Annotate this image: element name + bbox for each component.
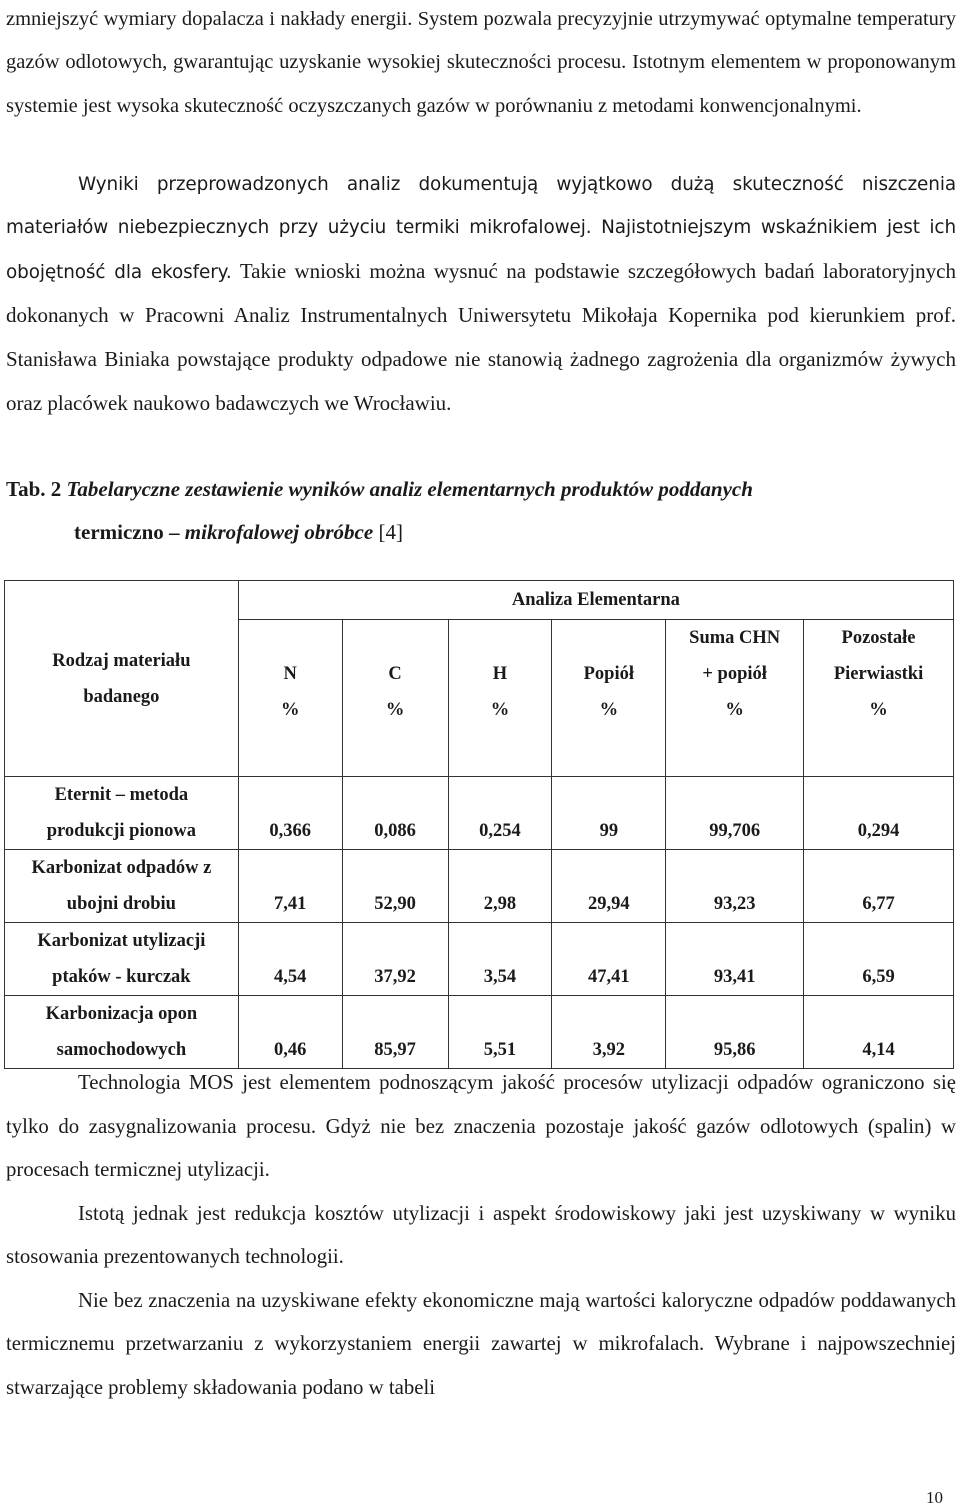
paragraph-results [6,163,956,427]
table-row [5,996,954,1069]
cell-value: 3,54 [448,923,552,996]
table-row [5,850,954,923]
header-col-c: C % [342,620,448,777]
cell-value: 95,86 [666,996,804,1069]
header-col-pozostale: Pozostałe Pierwiastki % [804,620,954,777]
cell-value: 37,92 [342,923,448,996]
cell-value: 29,94 [552,850,666,923]
cell-value: 93,23 [666,850,804,923]
paragraph-results-part-b: Takie wnioski można wysnuć na podstawie szczegółowych badań laboratoryjnych dokonanych w Pracowni Analiz Instrumentalnych Uniwersytetu Mikołaja Kopernika pod kierunkiem prof. Stanisława Biniaka powstające produkty odpadowe nie stanowią żadnego zagrożenia dla organizmów żywych oraz placówek naukowo badawczych we Wrocławiu. [6,258,956,416]
cell-value: 0,46 [238,996,342,1069]
table-header-row-group [5,581,954,620]
cell-value: 6,59 [804,923,954,996]
cell-value: 3,92 [552,996,666,1069]
cell-value: 47,41 [552,923,666,996]
cell-value: 0,294 [804,777,954,850]
cell-value: 4,54 [238,923,342,996]
header-material-line2: badanego [83,686,160,707]
header-col-h: H % [448,620,552,777]
elemental-analysis-table [4,580,954,1069]
cell-value: 99 [552,777,666,850]
paragraph-cost: Istotą jednak jest redukcja kosztów utylizacji i aspekt środowiskowy jaki jest uzyskiwany w wyniku stosowania prezentowanych technologii. [6,1201,956,1268]
header-col-popiol: Popiół % [552,620,666,777]
row-material-name: Karbonizat odpadów z ubojni drobiu [5,850,239,923]
cell-value: 6,77 [804,850,954,923]
paragraph-mos: Technologia MOS jest elementem podnoszącym jakość procesów utylizacji odpadów ograniczono się tylko do zasygnalizowania procesu. Gdyż nie bez znaczenia pozostaje jakość gazów odlotowych (spalin) w procesach termicznej utylizacji. [6,1071,956,1181]
table-label: Tab. 2 [6,477,62,501]
cell-value: 0,254 [448,777,552,850]
table-title-obrobce: mikrofalowej obróbce [184,520,374,544]
cell-value: 85,97 [342,996,448,1069]
cell-value: 52,90 [342,850,448,923]
header-analiza-elementarna: Analiza Elementarna [238,581,953,620]
table-title-termiczno: termiczno [74,520,164,544]
table-row [5,777,954,850]
table-title-line1: Tabelaryczne zestawienie wyników analiz elementarnych produktów poddanych [66,477,753,501]
header-material-line1: Rodzaj materiału [52,650,191,671]
cell-value: 0,086 [342,777,448,850]
table-title-line2 [6,511,956,554]
paragraph-system: zmniejszyć wymiary dopalacza i nakłady energii. System pozwala precyzyjnie utrzymywać optymalne temperatury gazów odlotowych, gwarantując uzyskanie wysokiej skuteczności procesu. Istotnym elementem w proponowanym systemie jest wysoka skuteczność oczyszczanych gazów w porównaniu z metodami konwencjonalnymi. [6,8,956,117]
paragraph-results-part-a: Wyniki przeprowadzonych analiz dokumentują wyjątkowo dużą skuteczność niszczenia materiałów niebezpiecznych przy użyciu termiki mikrofalowej. Najistotniejszym wskaźnikiem jest ich obojętność dla ekosfery. [6,174,956,283]
page-number: 10 [926,1488,943,1507]
header-material [5,581,239,777]
cell-value: 5,51 [448,996,552,1069]
cell-value: 4,14 [804,996,954,1069]
row-material-name: Eternit – metoda produkcji pionowa [5,777,239,850]
cell-value: 99,706 [666,777,804,850]
table-title-dash: – [169,520,180,544]
cell-value: 2,98 [448,850,552,923]
paragraphs-bottom [6,1061,956,1409]
table-title-ref: [4] [378,520,403,544]
table-row [5,923,954,996]
header-col-suma: Suma CHN + popiół % [666,620,804,777]
row-material-name: Karbonizat utylizacji ptaków - kurczak [5,923,239,996]
paragraph-calorific: Nie bez znaczenia na uzyskiwane efekty ekonomiczne mają wartości kaloryczne odpadów poddawanych termicznemu przetwarzaniu z wykorzystaniem energii zawartej w mikrofalach. Wybrane i najpowszechniej stwarzające problemy składowania podano w tabeli [6,1288,956,1399]
header-col-n: N % [238,620,342,777]
table-caption [6,468,956,554]
cell-value: 7,41 [238,850,342,923]
row-material-name: Karbonizacja opon samochodowych [5,996,239,1069]
cell-value: 93,41 [666,923,804,996]
cell-value: 0,366 [238,777,342,850]
